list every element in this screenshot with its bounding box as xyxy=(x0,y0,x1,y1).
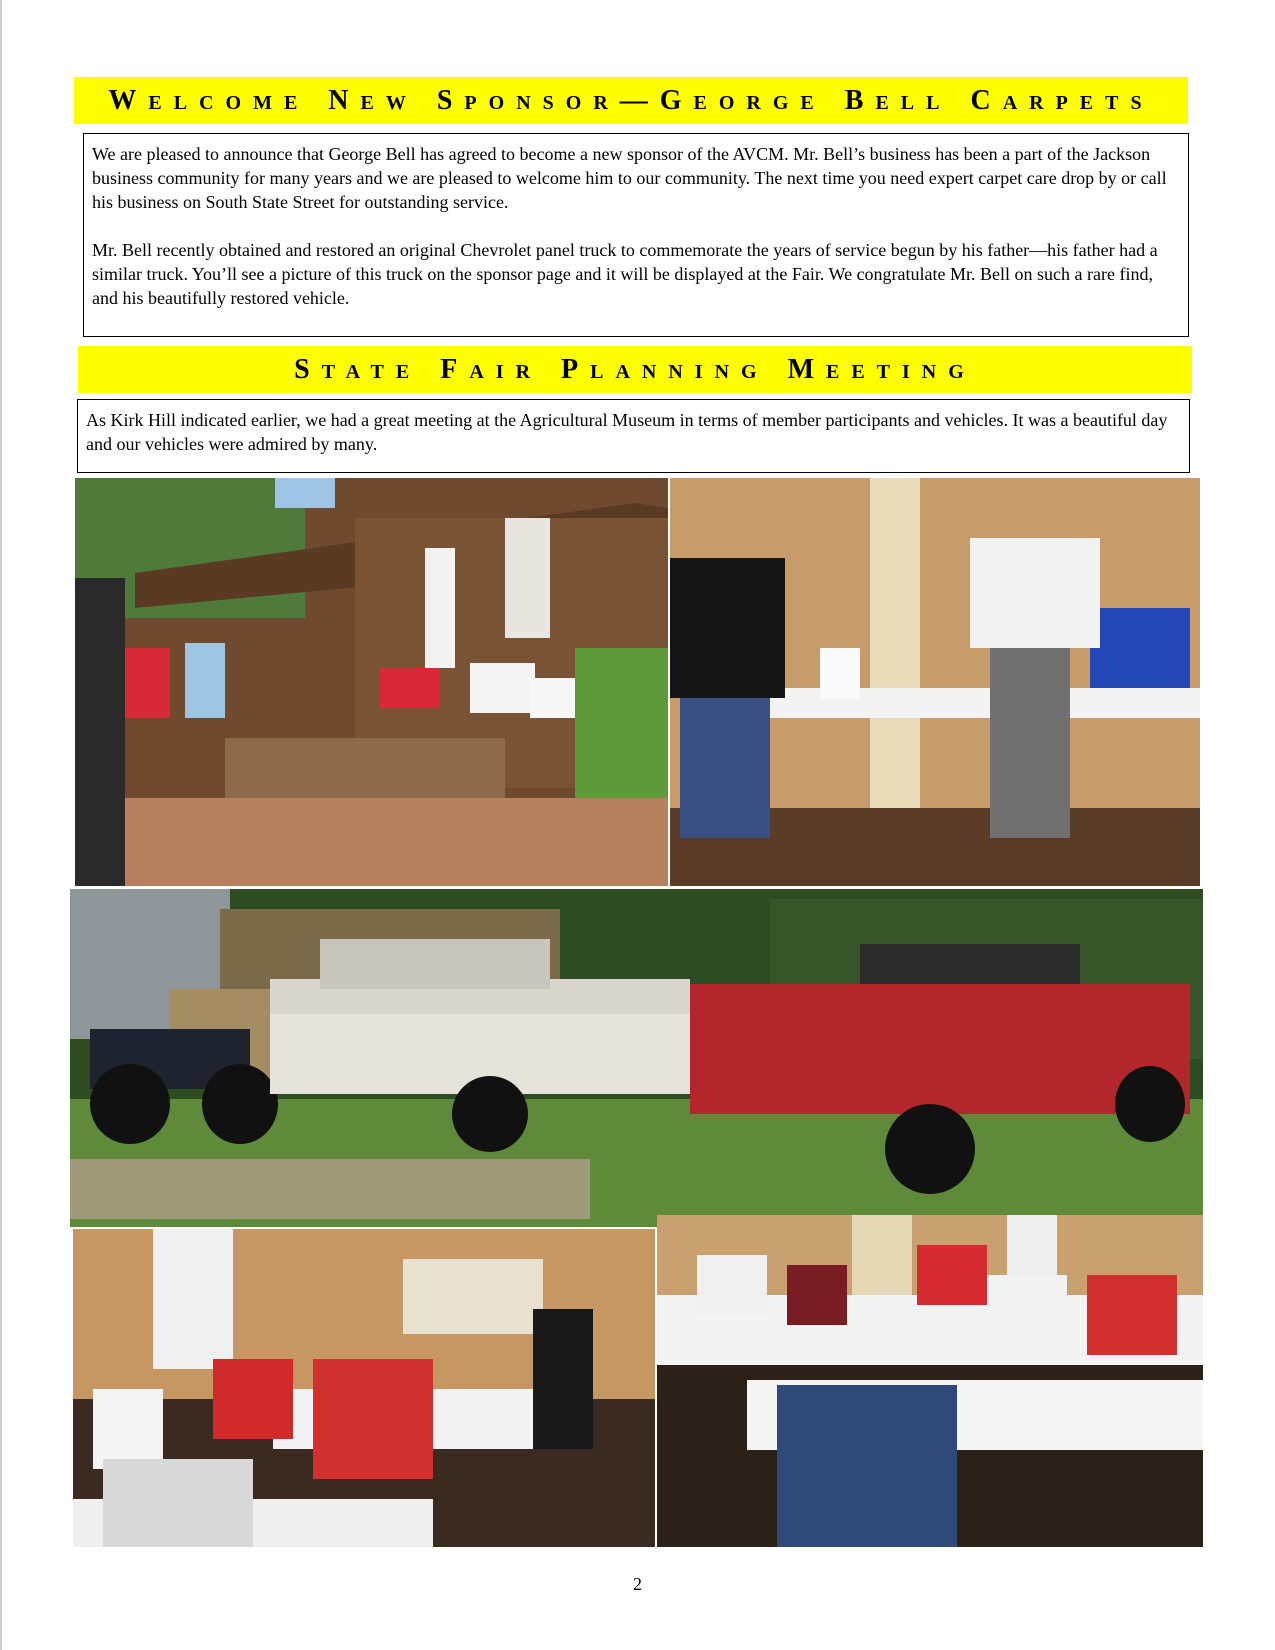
photo-porch-gathering xyxy=(75,478,668,886)
meeting-heading-banner xyxy=(78,346,1192,393)
sponsor-paragraph-1: We are pleased to announce that George Bell has agreed to become a new sponsor of the AVCM. Mr. Bell’s business has been a part of the Jackson business community for many years and we are pleased to welcome him to our community. The next time you need expert carpet care drop by or call his business on South State Street for outstanding service. xyxy=(92,144,1167,212)
meeting-paragraph: As Kirk Hill indicated earlier, we had a great meeting at the Agricultural Museum in terms of member participants and vehicles. It was a beautiful day and our vehicles were admired by many. xyxy=(86,410,1168,454)
meeting-heading: State Fair Planning Meeting xyxy=(294,353,976,385)
sponsor-paragraph-2: Mr. Bell recently obtained and restored an original Chevrolet panel truck to commemorate the years of service begun by his father—his father had a similar truck. You’ll see a picture of this truck on the sponsor page and it will be displayed at the Fair. We congratulate Mr. Bell on such a rare find, and his beautifully restored vehicle. xyxy=(92,240,1158,308)
page-number: 2 xyxy=(633,1574,642,1594)
photo-meeting-room-right xyxy=(657,1215,1203,1547)
sponsor-heading-banner xyxy=(74,77,1188,124)
sponsor-heading: Welcome New Sponsor—George Bell Carpets xyxy=(108,84,1154,116)
page-edge xyxy=(0,0,2,1650)
photo-speakers xyxy=(670,478,1200,886)
sponsor-text-box xyxy=(83,133,1189,337)
photo-cars xyxy=(70,889,1203,1227)
meeting-text-box xyxy=(77,399,1190,473)
photo-meeting-room-left xyxy=(73,1229,655,1547)
